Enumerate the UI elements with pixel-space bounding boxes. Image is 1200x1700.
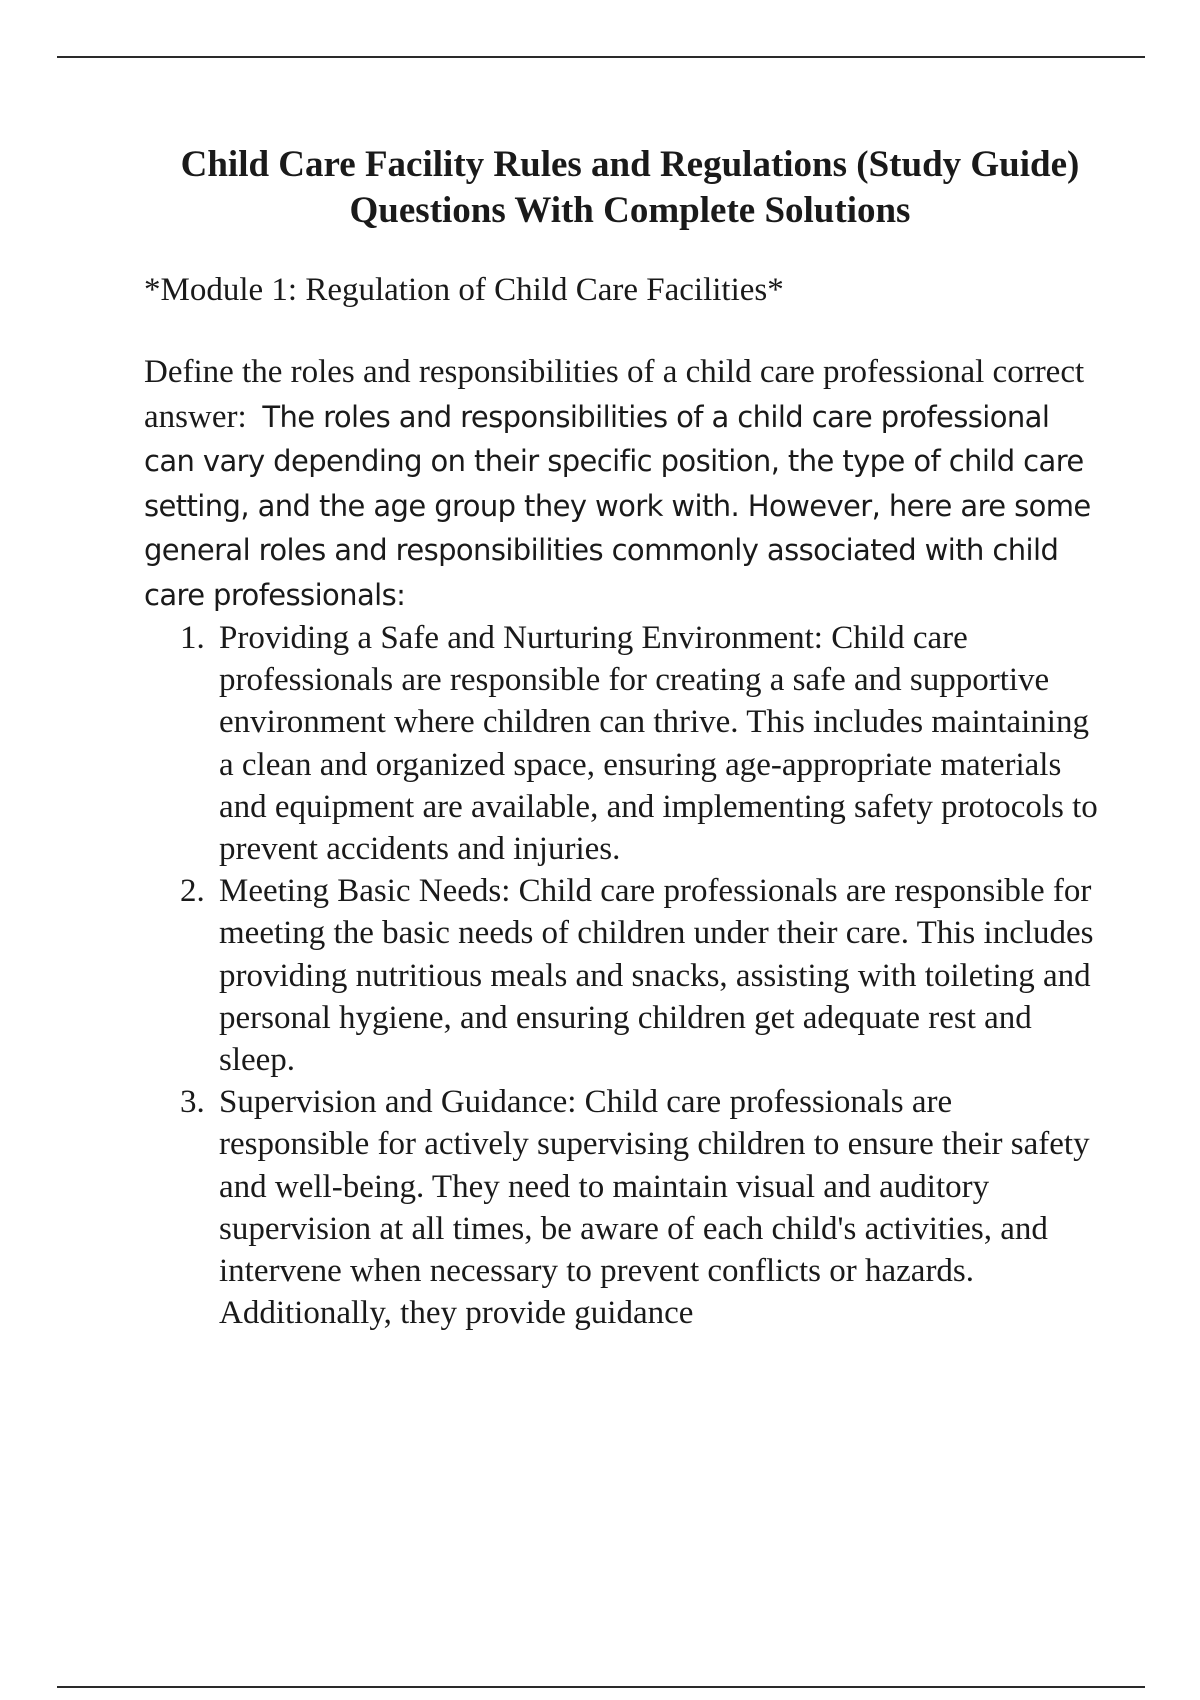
list-item-text: Providing a Safe and Nurturing Environment: Child care professionals are responsible for creating a safe and supportive environment where children can thrive. This includes maintaining a clean and organized space, ensuring age-appropriate materials and equipment are available, and implementing safety protocols to prevent accidents and injuries. bbox=[219, 620, 1098, 868]
list-item-number: 3. bbox=[180, 1084, 205, 1121]
top-rule bbox=[57, 56, 1145, 58]
list-item-text: Supervision and Guidance: Child care professionals are responsible for actively supervising children to ensure their safety and well-being. They need to maintain visual and auditory supervision at all times, be aware of each child's activities, and intervene when necessary to prevent conflicts or hazards. Additionally, they provide guidance bbox=[219, 1084, 1090, 1332]
list-item-number: 1. bbox=[180, 620, 205, 656]
bottom-rule bbox=[57, 1686, 1145, 1688]
responsibilities-list bbox=[144, 617, 1104, 1334]
list-item bbox=[144, 1081, 1104, 1334]
question-paragraph bbox=[144, 350, 1104, 617]
document-page bbox=[144, 142, 1104, 1334]
document-title: Child Care Facility Rules and Regulations (Study Guide) Questions With Complete Solutions bbox=[180, 144, 1080, 231]
question-text: Define the roles and responsibilities of a child care professional correct answer: bbox=[144, 354, 1085, 435]
list-item bbox=[144, 870, 1104, 1081]
answer-intro: The roles and responsibilities of a child care professional can vary depending on their specific position, the type of child care setting, and the age group they work with. However, here are some general roles and responsibilities commonly associated with child care professionals: bbox=[144, 399, 1091, 612]
module-heading: *Module 1: Regulation of Child Care Facilities* bbox=[144, 272, 784, 308]
list-item bbox=[144, 617, 1104, 870]
list-item-text: Meeting Basic Needs: Child care professionals are responsible for meeting the basic needs of children under their care. This includes providing nutritious meals and snacks, assisting with toileting and personal hygiene, and ensuring children get adequate rest and sleep. bbox=[219, 873, 1094, 1079]
list-item-number: 2. bbox=[180, 873, 205, 910]
